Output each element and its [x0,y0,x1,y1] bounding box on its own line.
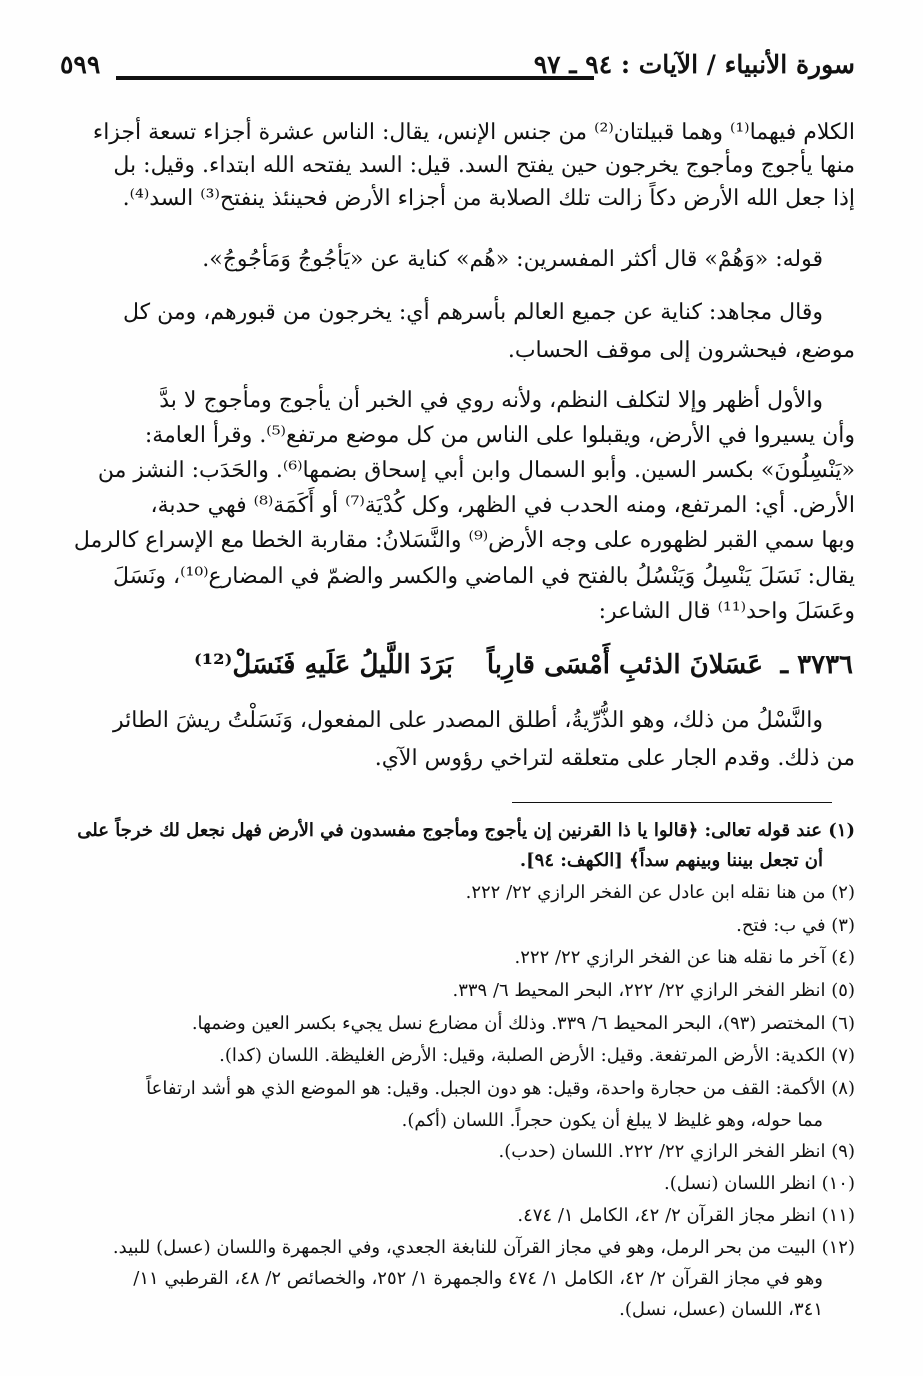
footnote-line: (١) عند قوله تعالى: ﴿قالوا يا ذا القرنين إن يأجوج ومأجوج مفسدون في الأرض فهل نجعل لك خرجاً على [77,820,855,841]
body-line: والنَّسْلُ من ذلك، وهو الذُّرِّيةُ، أطلق المصدر على المفعول، وَنَسَلْتُ ريشَ الطائر [113,708,823,733]
footnote-line: (٨) الأكمة: القف من حجارة واحدة، وقيل: هو دون الجبل. وقيل: هو الموضع الذي هو أشد ارتفاعاً [146,1078,855,1099]
footnote-line: (٣) في ب: فتح. [736,915,855,936]
body-line: يقال: نَسَلَ يَنْسِلُ وَيَنْسُلُ بالفتح في الماضي والكسر والضمّ في المضارع⁽¹⁰⁾، ونَسَلَ [112,564,855,589]
footnote-line: (٦) المختصر (٩٣)، البحر المحيط ٦/ ٣٣٩. وذلك أن مضارع نسل يجيء بكسر العين وضمها. [191,1013,855,1034]
body-line: «يَنْسِلُونَ» بكسر السين. وأبو السمال وابن أبي إسحاق بضمها⁽⁶⁾. والحَدَب: النشز من [97,458,855,483]
running-header-title: سورة الأنبياء / الآيات : ٩٤ ـ ٩٧ [533,50,855,79]
verse-second-hemistich: بَرَدَ اللَّيلُ عَلَيهِ فَنَسَلْ⁽¹²⁾ [194,650,453,680]
verse-first-hemistich: عَسَلانَ الذئبِ أَمْسَى قارِباً [486,650,763,680]
footnote-line: (١٢) البيت من بحر الرمل، وهو في مجاز القرآن للنابغة الجعدي، وفي الجمهرة واللسان (عسل) للبيد. [112,1237,855,1258]
footnote-rule [512,802,832,803]
footnote-line: (٧) الكدية: الأرض المرتفعة. وقيل: الأرض الصلبة، وقيل: الأرض الغليظة. اللسان (كدا). [219,1045,855,1066]
body-line: إذا جعل الله الأرض دكاً زالت تلك الصلابة من أجزاء الأرض فحينئذ ينفتح⁽³⁾ السد⁽⁴⁾. [122,186,855,211]
body-line: وبها سمي القبر لظهوره على وجه الأرض⁽⁹⁾ والنَّسَلانُ: مقاربة الخطا مع الإسراع كالرمل [73,528,855,553]
body-line: موضع، فيحشرون إلى موقف الحساب. [507,338,855,363]
header-rule [116,76,594,80]
body-line: وأن يسيروا في الأرض، ويقبلوا على الناس من كل موضع مرتفع⁽⁵⁾. وقرأ العامة: [144,423,855,448]
body-line: منها يأجوج ومأجوج يخرجون حين يفتح السد. قيل: السد يفتحه الله ابتداء. وقيل: بل [113,153,855,178]
body-line: الكلام فيهما⁽¹⁾ وهما قبيلتان⁽²⁾ من جنس الإنس، يقال: الناس عشرة أجزاء تسعة أجزاء [92,120,855,145]
footnote-line: مما حوله، وهو غليظ لا يبلغ أن يكون حجراً. اللسان (أكم). [401,1110,823,1131]
body-line: وعَسَلَ واحد⁽¹¹⁾ قال الشاعر: [598,599,855,624]
footnote-line: (٤) آخر ما نقله هنا عن الفخر الرازي ٢٢/ ٢٢٢. [514,947,855,968]
footnote-line: (٢) من هنا نقله ابن عادل عن الفخر الرازي ٢٢/ ٢٢٢. [465,882,855,903]
body-line: وقال مجاهد: كناية عن جميع العالم بأسرهم أي: يخرجون من قبورهم، ومن كل [122,300,823,325]
body-line: من ذلك. وقدم الجار على متعلقه لتراخي رؤوس الآي. [374,746,855,771]
page-number: ٥٩٩ [60,50,101,79]
footnote-line: (١١) انظر مجاز القرآن ٢/ ٤٢، الكامل ١/ ٤٧٤. [517,1205,855,1226]
footnote-line: وهو في مجاز القرآن ٢/ ٤٢، الكامل ١/ ٤٧٤ والجمهرة ١/ ٢٥٢، والخصائص ٢/ ٤٨، القرطبي ١١/ [133,1268,823,1289]
footnote-line: ٣٤١، اللسان (عسل، نسل). [619,1299,823,1320]
footnote-line: (٩) انظر الفخر الرازي ٢٢/ ٢٢٢. اللسان (حدب). [498,1141,855,1162]
body-line: الأرض. أي: المرتفع، ومنه الحدب في الظهر، وكل كُدْيَة⁽⁷⁾ أو أَكَمَة⁽⁸⁾ فهي حدبة، [150,493,855,518]
footnote-line: (٥) انظر الفخر الرازي ٢٢/ ٢٢٢، البحر المحيط ٦/ ٣٣٩. [452,980,855,1001]
body-line: والأول أظهر وإلا لتكلف النظم، ولأنه روي في الخبر أن يأجوج ومأجوج لا بدَّ [159,388,823,413]
footnote-line: أن تجعل بيننا وبينهم سداً﴾ [الكهف: ٩٤]. [519,850,823,871]
footnote-line: (١٠) انظر اللسان (نسل). [664,1173,855,1194]
body-line: قوله: «وَهُمْ» قال أكثر المفسرين: «هُم» كناية عن «يَأجُوجُ وَمَأجُوجُ». [202,247,823,272]
verse-number: ٣٧٣٦ ـ [780,650,853,680]
